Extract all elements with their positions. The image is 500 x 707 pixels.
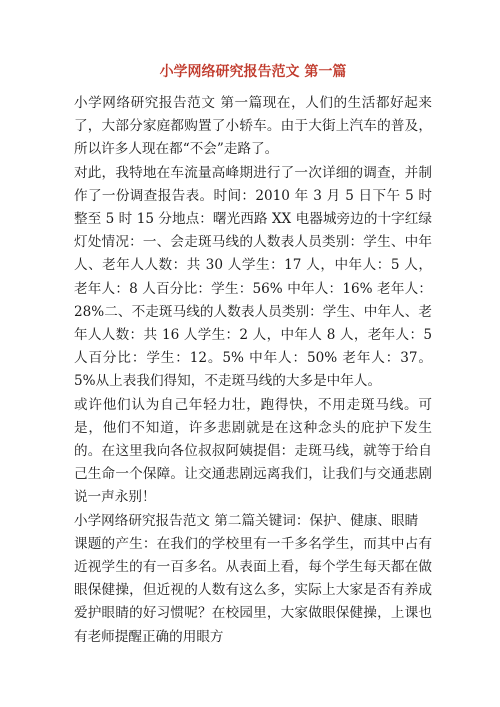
paragraph-second-title: 小学网络研究报告范文 第二篇关键词：保护、健康、眼睛 bbox=[74, 512, 419, 529]
paragraph-intro: 小学网络研究报告范文 第一篇现在，人们的生活都好起来了，大部分家庭都购置了小轿车。由于大街上汽车的普及，所以许多人现在都“不会”走路了。 bbox=[74, 95, 432, 158]
paragraph-advice: 或许他们认为自己年轻力壮，跑得快，不用走斑马线。可是，他们不知道，许多悲剧就是在这种念头的庇护下发生的。在这里我向各位叔叔阿姨提倡：走斑马线，就等于给自己生命一个保障。让交通悲剧远离我们，让我们与交通悲剧说一声永别！ bbox=[74, 396, 432, 506]
paragraph-survey: 对此，我特地在车流量高峰期进行了一次详细的调查，并制作了一份调查报告表。时间：2010 年 3 月 5 日下午 5 时整至 5 时 15 分地点：曙光西路 XX 电器城旁边的十字红绿灯处情况：一、会走斑马线的人数表人员类别：学生、中年人、老年人人数：共 30 人学生：17 人，中年人：5 人，老年人：8 人百分比：学生：56% 中年人：16% 老年人：28%二、不走斑马线的人数表人员类别：学生、中年人、老年人人数：共 16 人学生：2 人，中年人 8 人，老年人：5 人百分比：学生：12。5% 中年人：50% 老年人：37。5%从上表我们得知，不走斑马线的大多是中年人。 bbox=[74, 164, 432, 390]
document-title: 小学网络研究报告范文 第一篇 bbox=[159, 64, 347, 80]
paragraph-topic-origin: 课题的产生：在我们的学校里有一千多名学生，而其中占有近视学生的有一百多名。从表面上看，每个学生每天都在做眼保健操，但近视的人数有这么多，实际上大家是否有养成爱护眼睛的好习惯呢？在校园里，大家做眼保健操，上课也有老师提醒正确的用眼方 bbox=[74, 535, 432, 645]
